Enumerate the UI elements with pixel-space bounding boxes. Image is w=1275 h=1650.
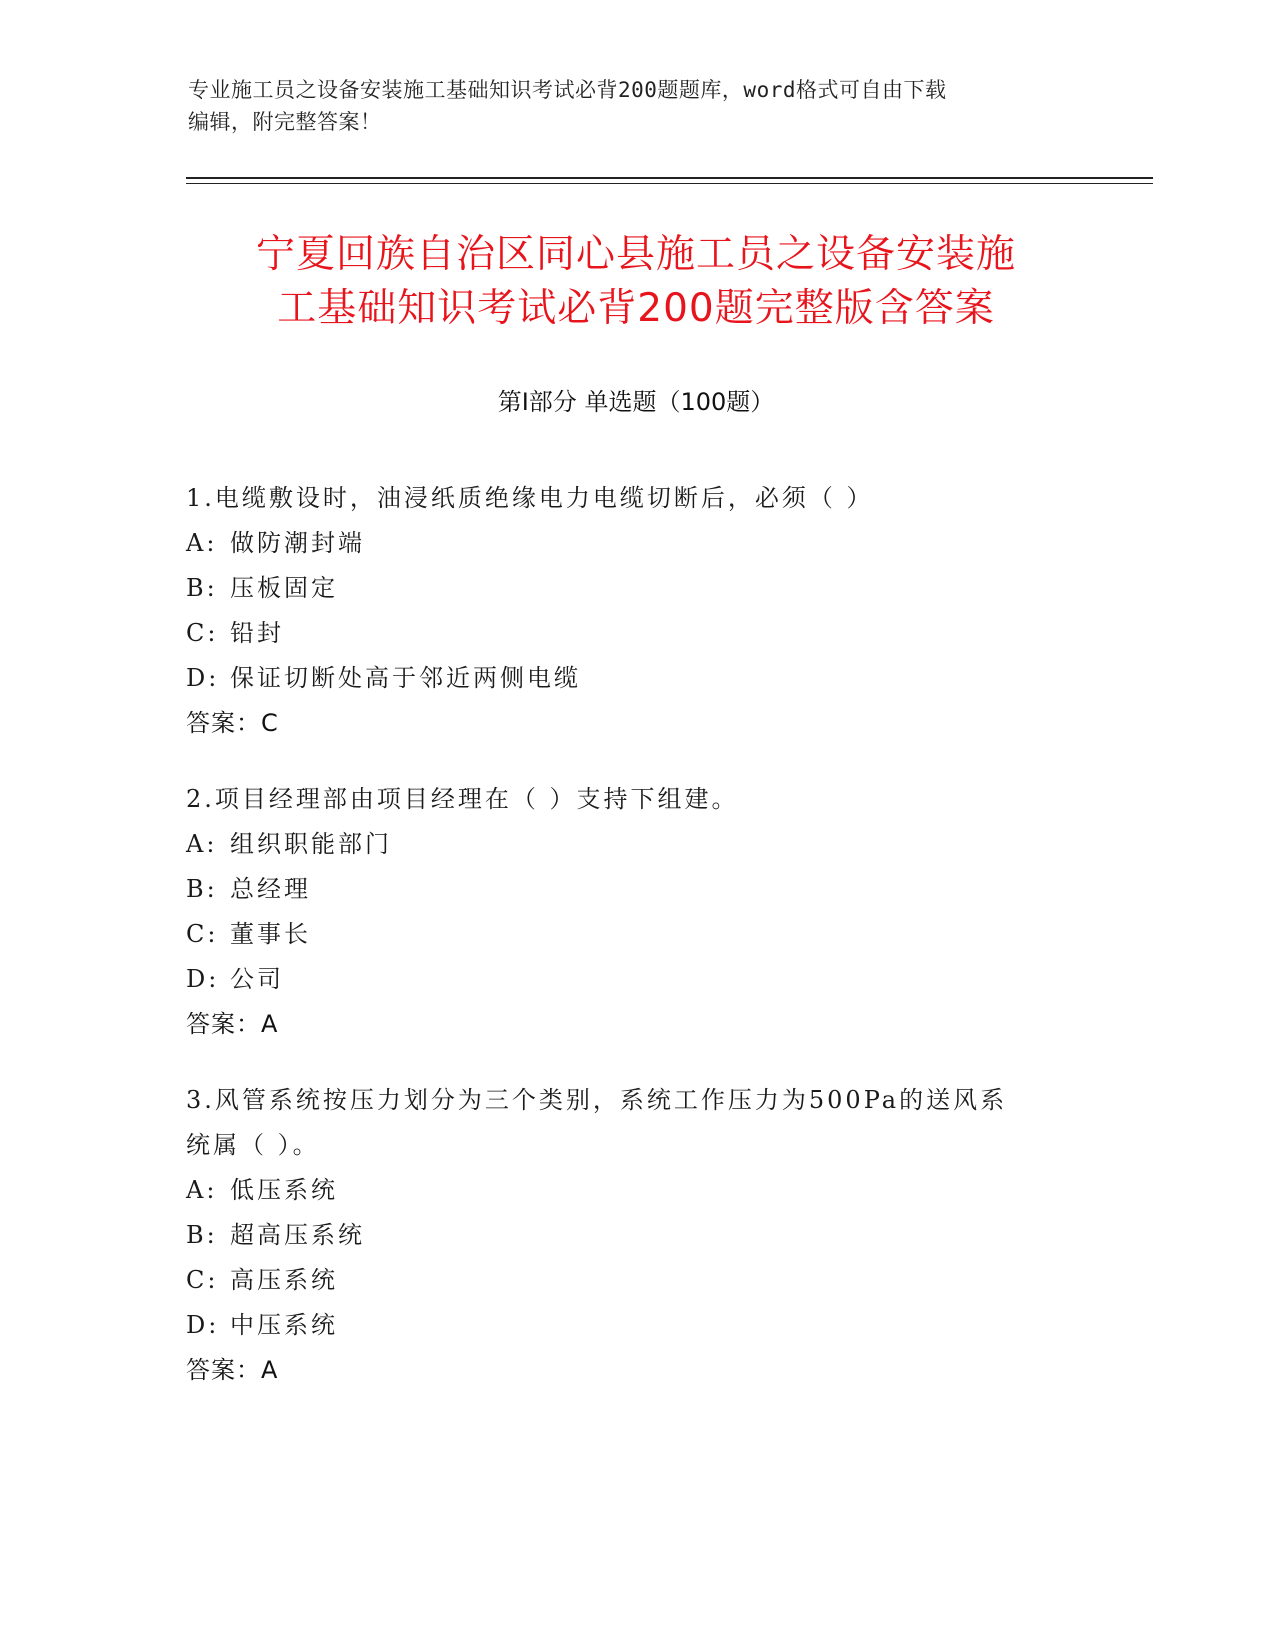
option-d (186, 957, 1066, 1002)
option-key: A: (186, 529, 218, 557)
option-a (186, 1168, 1066, 1213)
document-title-line-1: 宁夏回族自治区同心县施工员之设备安装施 (255, 232, 1016, 277)
answer-line: 答案：C (186, 709, 279, 737)
question-2 (186, 777, 1066, 1047)
option-key: D: (186, 965, 220, 993)
option-key: A: (186, 1176, 218, 1204)
question-stem-continued: 统属（ ）。 (186, 1131, 320, 1159)
document-title (186, 228, 1086, 336)
option-key: B: (186, 875, 218, 903)
option-text: 董事长 (230, 920, 311, 948)
option-b (186, 566, 1066, 611)
question-list (186, 476, 1066, 1424)
option-b (186, 867, 1066, 912)
option-a (186, 521, 1066, 566)
option-text: 公司 (230, 965, 284, 993)
header-divider-thick (186, 177, 1153, 179)
document-title-line-2: 工基础知识考试必背200题完整版含答案 (277, 286, 995, 331)
header-note (188, 74, 1088, 138)
option-text: 保证切断处高于邻近两侧电缆 (230, 664, 581, 692)
question-stem: 1.电缆敷设时，油浸纸质绝缘电力电缆切断后，必须（ ） (186, 484, 874, 512)
option-key: C: (186, 920, 219, 948)
option-text: 压板固定 (230, 574, 338, 602)
option-d (186, 1303, 1066, 1348)
option-c (186, 912, 1066, 957)
question-3 (186, 1078, 1066, 1393)
option-key: B: (186, 1221, 218, 1249)
option-key: D: (186, 664, 220, 692)
question-1 (186, 476, 1066, 746)
option-c (186, 611, 1066, 656)
option-key: B: (186, 574, 218, 602)
option-key: C: (186, 619, 219, 647)
option-text: 总经理 (230, 875, 311, 903)
option-text: 中压系统 (230, 1311, 338, 1339)
option-text: 做防潮封端 (230, 529, 365, 557)
option-key: A: (186, 830, 218, 858)
option-text: 高压系统 (230, 1266, 338, 1294)
header-note-line-2: 编辑，附完整答案！ (188, 110, 382, 134)
answer-line: 答案：A (186, 1010, 279, 1038)
option-d (186, 656, 1066, 701)
header-divider-thin (186, 183, 1153, 184)
option-c (186, 1258, 1066, 1303)
answer-line: 答案：A (186, 1356, 279, 1384)
option-text: 低压系统 (230, 1176, 338, 1204)
option-key: D: (186, 1311, 220, 1339)
question-stem: 2.项目经理部由项目经理在（ ）支持下组建。 (186, 785, 739, 813)
option-text: 组织职能部门 (230, 830, 392, 858)
option-text: 铅封 (230, 619, 284, 647)
header-note-line-1: 专业施工员之设备安装施工基础知识考试必背200题题库，word格式可自由下载 (188, 78, 947, 102)
question-stem: 3.风管系统按压力划分为三个类别，系统工作压力为500Pa的送风系 (186, 1086, 1008, 1114)
option-a (186, 822, 1066, 867)
option-key: C: (186, 1266, 219, 1294)
option-text: 超高压系统 (230, 1221, 365, 1249)
section-title: 第Ⅰ部分 单选题（100题） (497, 388, 775, 416)
option-b (186, 1213, 1066, 1258)
